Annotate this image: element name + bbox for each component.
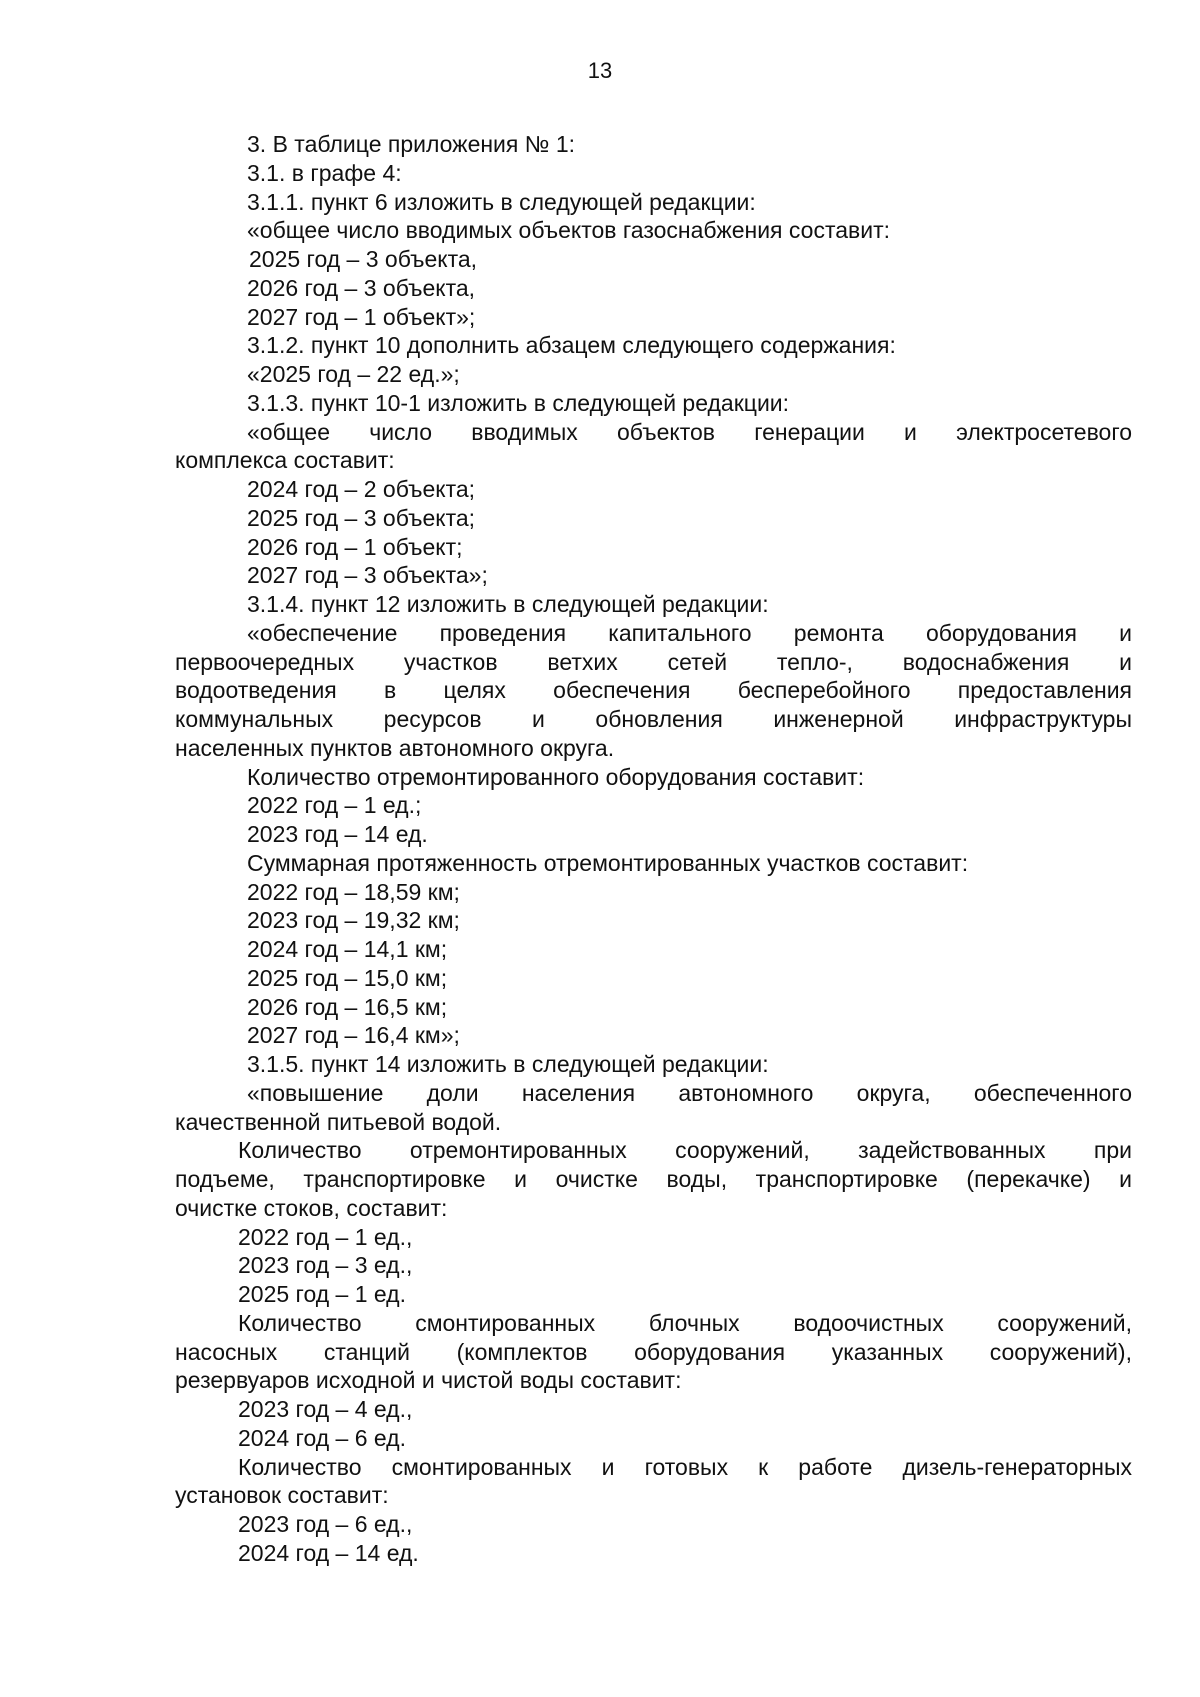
text-line: 2022 год – 1 ед.; xyxy=(247,792,422,819)
text-line: 2023 год – 6 ед., xyxy=(238,1511,413,1537)
text-line: 3. В таблице приложения № 1: xyxy=(247,131,575,157)
text-line: «общее число вводимых объектов генерации и электросетевого xyxy=(247,418,1132,445)
text-line: Количество отремонтированных сооружений, задействованных при xyxy=(238,1137,1132,1164)
text-line: 2027 год – 1 объект»; xyxy=(247,303,476,330)
text-line: 2022 год – 18,59 км; xyxy=(247,878,460,905)
text-line: 2026 год – 16,5 км; xyxy=(247,993,448,1020)
text-line: «обеспечение проведения капитального ремонта оборудования и xyxy=(247,619,1132,646)
text-line: подъеме, транспортировке и очистке воды, транспортировке (перекачке) и xyxy=(175,1166,1132,1192)
text-line: 3.1.5. пункт 14 изложить в следующей редакции: xyxy=(247,1051,769,1077)
text-line: 2027 год – 16,4 км»; xyxy=(247,1022,460,1049)
text-line: «2025 год – 22 ед.»; xyxy=(247,361,460,387)
text-line: 2024 год – 14,1 км; xyxy=(247,936,448,962)
text-line: 3.1.1. пункт 6 изложить в следующей редакции: xyxy=(247,188,756,215)
text-line: качественной питьевой водой. xyxy=(175,1108,502,1135)
text-line: 2023 год – 4 ед., xyxy=(238,1396,413,1422)
text-line: 2027 год – 3 объекта»; xyxy=(247,562,488,589)
text-line: 2025 год – 15,0 км; xyxy=(247,964,448,991)
text-line: Количество смонтированных блочных водоочистных сооружений, xyxy=(238,1309,1132,1336)
text-line: «повышение доли населения автономного округа, обеспеченного xyxy=(247,1079,1132,1106)
text-line: 2025 год – 3 объекта, xyxy=(249,246,478,272)
text-line: первоочередных участков ветхих сетей тепло-, водоснабжения и xyxy=(175,648,1132,675)
text-line: 2023 год – 14 ед. xyxy=(247,821,428,847)
text-line: 2025 год – 3 объекта; xyxy=(247,504,476,531)
text-line: населенных пунктов автономного округа. xyxy=(175,734,615,761)
text-line: очистке стоков, составит: xyxy=(175,1194,448,1221)
text-line: комплекса составит: xyxy=(175,447,395,474)
text-line: 3.1.2. пункт 10 дополнить абзацем следующего содержания: xyxy=(247,332,896,359)
text-line: резервуаров исходной и чистой воды составит: xyxy=(175,1367,682,1394)
text-line: «общее число вводимых объектов газоснабжения составит: xyxy=(247,217,891,244)
text-line: 2025 год – 1 ед. xyxy=(238,1281,406,1307)
text-line: Количество смонтированных и готовых к работе дизель-генераторных xyxy=(238,1453,1132,1480)
page-number: 13 xyxy=(587,58,613,83)
text-line: насосных станций (комплектов оборудования указанных сооружений), xyxy=(175,1338,1132,1365)
text-line: 2023 год – 3 ед., xyxy=(238,1252,413,1279)
text-line: 2024 год – 14 ед. xyxy=(238,1539,419,1566)
text-line: 2023 год – 19,32 км; xyxy=(247,907,460,934)
text-line: 3.1. в графе 4: xyxy=(247,159,402,186)
text-line: установок составит: xyxy=(175,1482,389,1509)
text-line: 2024 год – 6 ед. xyxy=(238,1424,406,1451)
document-body xyxy=(175,130,1132,1568)
text-line: Количество отремонтированного оборудования составит: xyxy=(247,763,865,790)
text-line: 3.1.4. пункт 12 изложить в следующей редакции: xyxy=(247,591,769,617)
text-line: 3.1.3. пункт 10-1 изложить в следующей редакции: xyxy=(247,389,790,416)
text-line: Суммарная протяженность отремонтированных участков составит: xyxy=(247,849,969,876)
text-line: 2022 год – 1 ед., xyxy=(238,1223,413,1250)
text-line: водоотведения в целях обеспечения бесперебойного предоставления xyxy=(175,677,1132,704)
text-line: коммунальных ресурсов и обновления инженерной инфраструктуры xyxy=(175,706,1132,732)
text-line: 2026 год – 3 объекта, xyxy=(247,274,476,301)
text-line: 2026 год – 1 объект; xyxy=(247,533,463,560)
text-line: 2024 год – 2 объекта; xyxy=(247,476,476,502)
